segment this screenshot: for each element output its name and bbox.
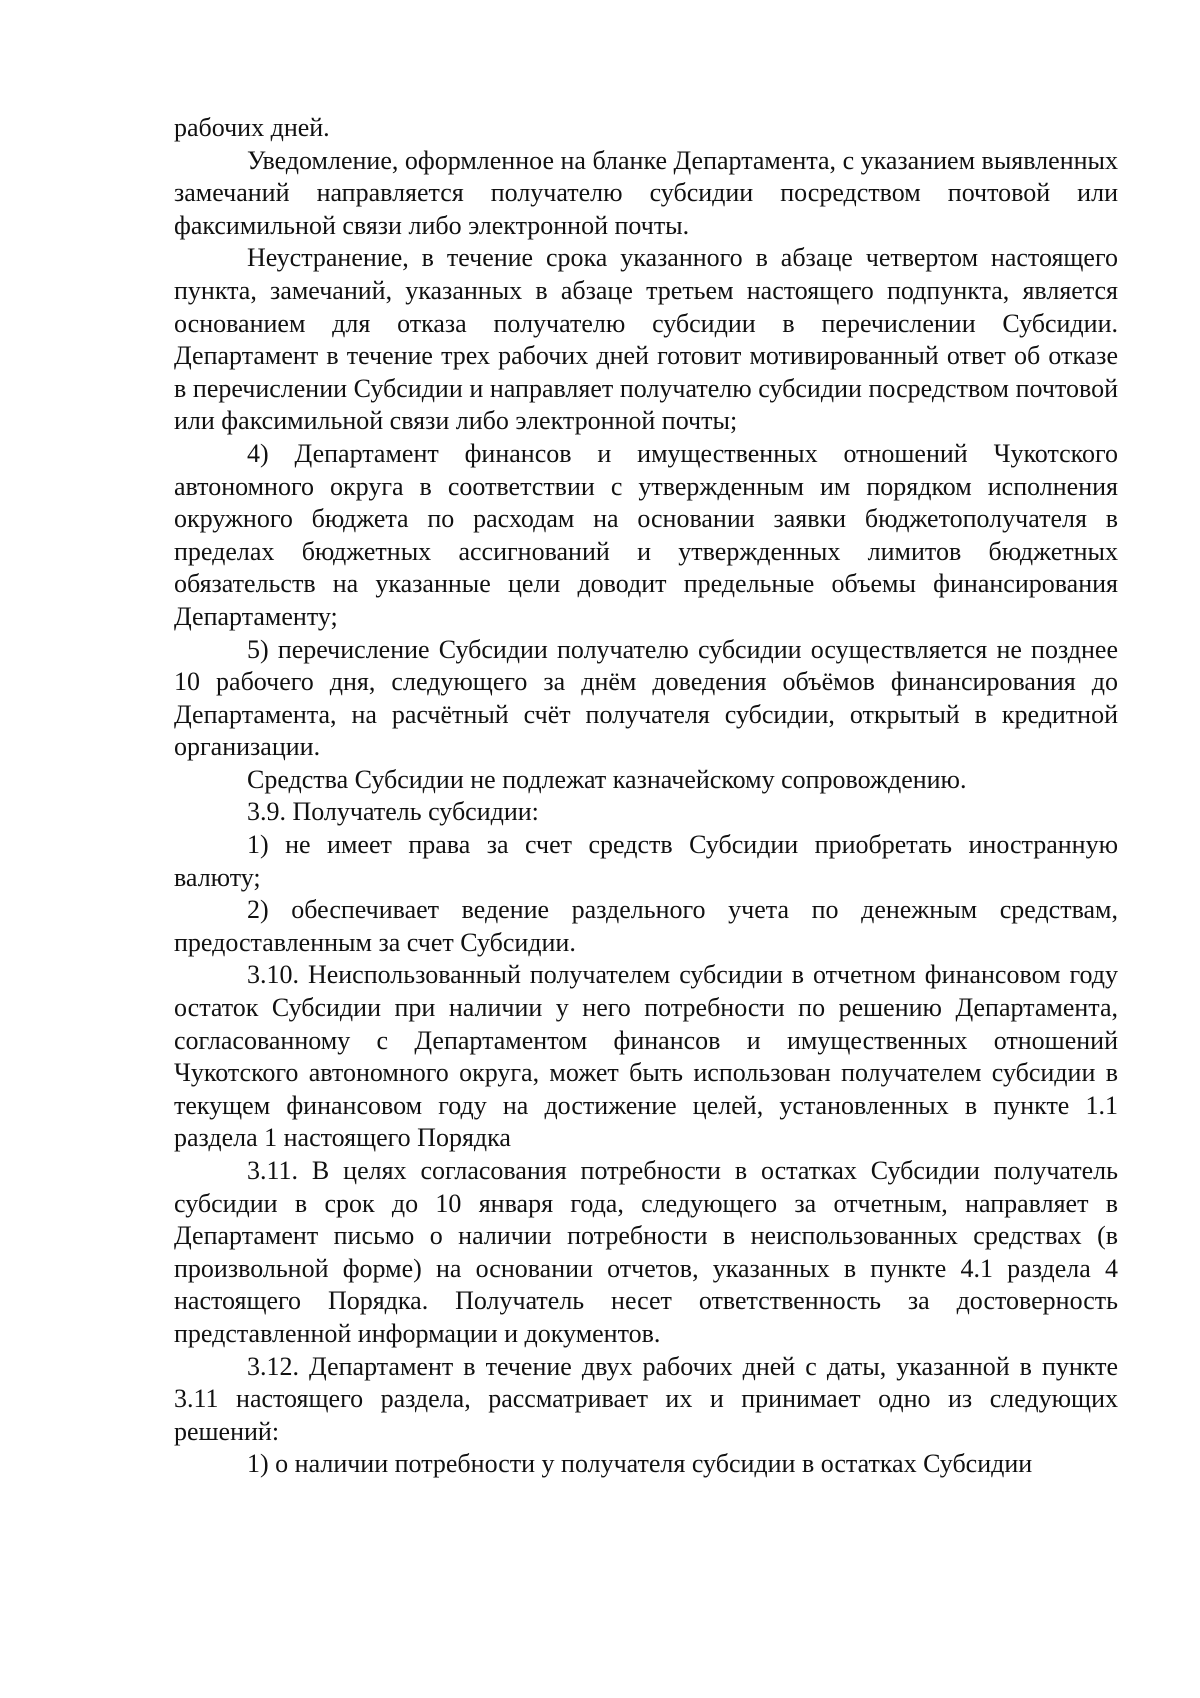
paragraph-notification: Уведомление, оформленное на бланке Департамента, с указанием выявленных замечаний направляется получателю субсидии посредством почтовой или факсимильной связи либо электронной почты. bbox=[174, 145, 1118, 240]
paragraph-3-11: 3.11. В целях согласования потребности в остатках Субсидии получатель субсидии в срок до 10 января года, следующего за отчетным, направляет в Департамент письмо о наличии потребности в неиспользованных средствах (в произвольной форме) на основании отчетов, указанных в пункте 4.1 раздела 4 настоящего Порядка. Получатель несет ответственность за достоверность представленной информации и документов. bbox=[174, 1156, 1118, 1348]
paragraph-3-12: 3.12. Департамент в течение двух рабочих дней с даты, указанной в пункте 3.11 настоящего раздела, рассматривает их и принимает одно из следующих решений: bbox=[174, 1351, 1118, 1446]
paragraph-3-9-item-2: 2) обеспечивает ведение раздельного учета по денежным средствам, предоставленным за счет Субсидии. bbox=[174, 895, 1118, 957]
paragraph-item-5-transfer: 5) перечисление Субсидии получателю субсидии осуществляется не позднее 10 рабочего дня, следующего за днём доведения объёмов финансирования до Департамента, на расчётный счёт получателя субсидии, открытый в кредитной организации. bbox=[174, 634, 1118, 762]
paragraph-treasury-support: Средства Субсидии не подлежат казначейскому сопровождению. bbox=[247, 764, 967, 794]
document-page bbox=[174, 112, 1118, 1481]
paragraph-working-days: рабочих дней. bbox=[174, 113, 330, 142]
paragraph-3-12-item-1: 1) о наличии потребности у получателя субсидии в остатках Субсидии bbox=[247, 1449, 1033, 1479]
paragraph-3-9-heading: 3.9. Получатель субсидии: bbox=[247, 797, 539, 827]
paragraph-3-9-item-1: 1) не имеет права за счет средств Субсидии приобретать иностранную валюту; bbox=[174, 830, 1118, 892]
paragraph-refusal: Неустранение, в течение срока указанного в абзаце четвертом настоящего пункта, замечаний, указанных в абзаце третьем настоящего подпункта, является основанием для отказа получателю субсидии в перечислении Субсидии. Департамент в течение трех рабочих дней готовит мотивированный ответ об отказе в перечислении Субсидии и направляет получателю субсидии посредством почтовой или факсимильной связи либо электронной почты; bbox=[174, 243, 1118, 436]
paragraph-3-10: 3.10. Неиспользованный получателем субсидии в отчетном финансовом году остаток Субсидии при наличии у него потребности по решению Департамента, согласованному с Департаментом финансов и имущественных отношений Чукотского автономного округа, может быть использован получателем субсидии в текущем финансовом году на достижение целей, установленных в пункте 1.1 раздела 1 настоящего Порядка bbox=[174, 960, 1118, 1153]
paragraph-item-4-finance-department: 4) Департамент финансов и имущественных отношений Чукотского автономного округа в соответствии с утвержденным им порядком исполнения окружного бюджета по расходам на основании заявки бюджетополучателя в пределах бюджетных ассигнований и утвержденных лимитов бюджетных обязательств на указанные цели доводит предельные объемы финансирования Департаменту; bbox=[174, 438, 1118, 631]
